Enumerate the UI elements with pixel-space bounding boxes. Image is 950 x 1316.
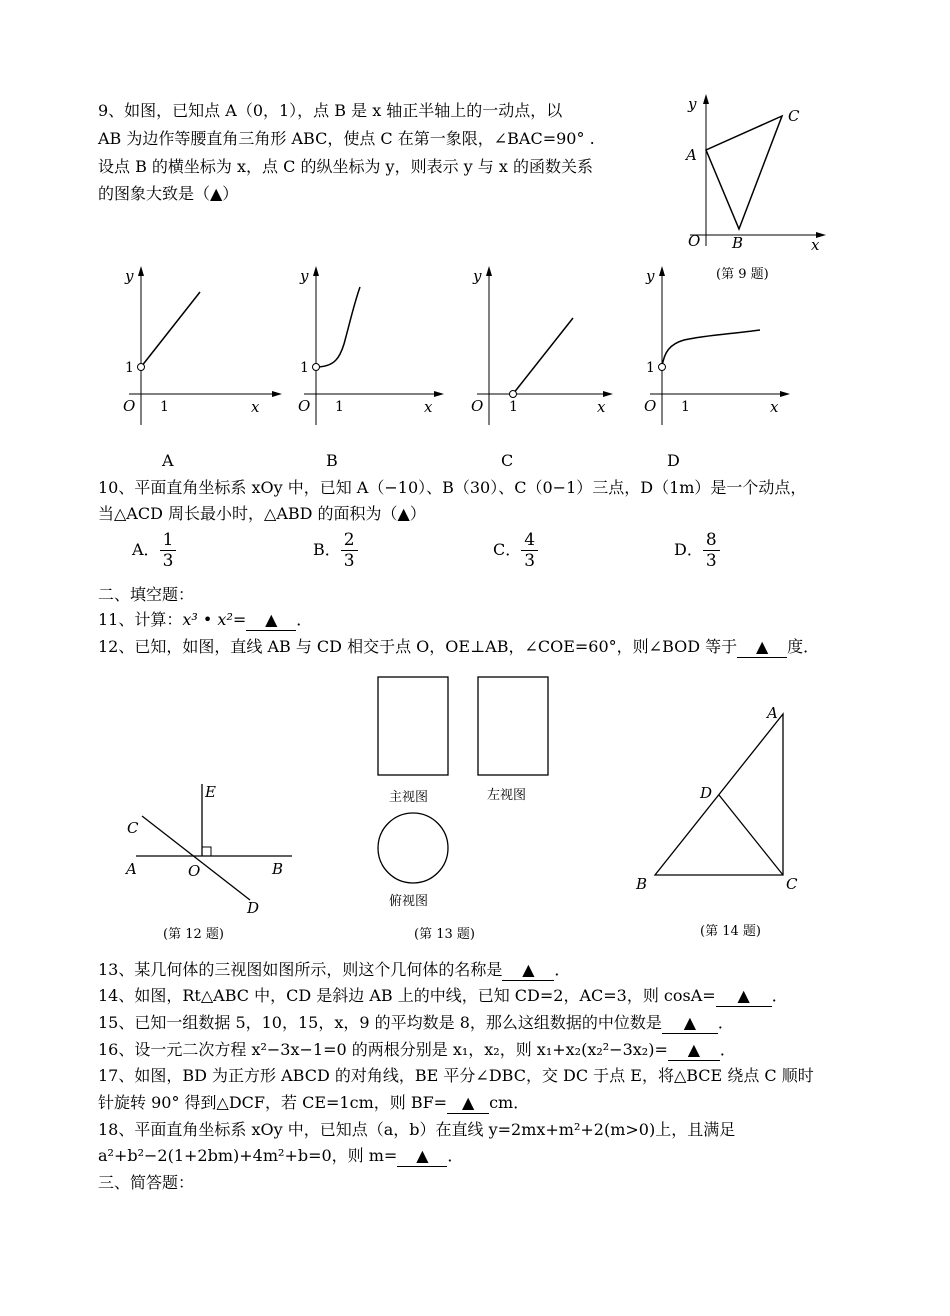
q18-line2: a²+b²−2(1+2bm)+4m²+b=0，则 m= ▲ ． (98, 1146, 464, 1165)
q9-line3: 设点 B 的横坐标为 x，点 C 的纵坐标为 y，则表示 y 与 x 的函数关系 (98, 157, 593, 176)
q14: 14、如图，Rt△ABC 中，CD 是斜边 AB 上的中线，已知 CD=2，AC=3，则 cosA= ▲ ． (98, 986, 788, 1005)
q12-figure (120, 780, 320, 920)
svg-text:A: A (126, 860, 137, 878)
svg-text:1: 1 (681, 399, 690, 415)
svg-text:O: O (644, 397, 657, 415)
svg-text:O: O (298, 397, 311, 415)
q9-option-a: A (162, 451, 174, 470)
q9-graph-d (636, 262, 816, 432)
q9-option-d: D (667, 451, 680, 470)
q9-line4: 的图象大致是（▲） (98, 184, 239, 203)
q9-fig-C: C (788, 107, 800, 125)
svg-text:C: C (786, 875, 798, 893)
q13: 13、某几何体的三视图如图所示，则这个几何体的名称是 ▲ ． (98, 960, 571, 979)
q13-top-view (373, 808, 453, 888)
q9-fig-y: y (688, 95, 697, 113)
q11-blank: ▲ (246, 610, 296, 631)
q14-blank: ▲ (716, 986, 772, 1007)
q12-caption: (第 12 题) (163, 927, 224, 942)
q9-option-b: B (326, 451, 338, 470)
q9-fig-O: O (688, 232, 701, 250)
svg-text:E: E (205, 783, 216, 801)
svg-text:y: y (300, 267, 309, 285)
svg-text:B: B (272, 860, 284, 878)
q13-top-view-label: 俯视图 (389, 894, 429, 909)
q10-option-a: A． $\frac{1}{3}$ (132, 530, 176, 571)
svg-text:D: D (700, 784, 713, 802)
svg-text:1: 1 (646, 360, 655, 376)
q9-line2: AB 为边作等腰直角三角形 ABC，使点 C 在第一象限，∠BAC=90° . (98, 129, 595, 148)
q9-option-c: C (501, 451, 514, 470)
q12: 12、已知，如图，直线 AB 与 CD 相交于点 O，OE⊥AB，∠COE=60°，则∠BOD 等于 ▲ 度． (98, 637, 820, 656)
svg-text:D: D (247, 899, 260, 917)
q9-line1: 9、如图，已知点 A（0，1），点 B 是 x 轴正半轴上的一动点，以 (98, 101, 563, 120)
q15-blank: ▲ (662, 1013, 718, 1034)
svg-text:1: 1 (125, 360, 134, 376)
q18-blank: ▲ (397, 1146, 447, 1167)
svg-text:y: y (125, 267, 134, 285)
svg-text:A: A (767, 704, 778, 722)
q17-line2: 针旋转 90° 得到△DCF，若 CE=1cm，则 BF= ▲ cm． (98, 1093, 530, 1112)
q13-caption: (第 13 题) (414, 927, 475, 942)
svg-text:x: x (597, 398, 606, 416)
svg-text:O: O (471, 397, 484, 415)
svg-text:1: 1 (335, 399, 344, 415)
q9-graph-c (463, 262, 633, 432)
q11: 11、计算：x³ • x²= ▲ ． (98, 610, 313, 629)
svg-text:O: O (188, 862, 201, 880)
q9-caption: (第 9 题) (716, 267, 769, 282)
svg-text:1: 1 (509, 399, 518, 415)
q17-line1: 17、如图，BD 为正方形 ABCD 的对角线，BE 平分∠DBC，交 DC 于点 E，将△BCE 绕点 C 顺时 (98, 1066, 814, 1085)
q9-graph-a (115, 262, 285, 432)
svg-text:x: x (770, 398, 779, 416)
q13-left-view-label: 左视图 (487, 788, 527, 803)
svg-text:y: y (473, 267, 482, 285)
q9-figure (670, 92, 830, 282)
q14-caption: (第 14 题) (700, 924, 761, 939)
svg-text:C: C (127, 819, 139, 837)
svg-text:x: x (424, 398, 433, 416)
section3-heading: 三、简答题： (98, 1173, 195, 1192)
q10-option-b: B． $\frac{2}{3}$ (313, 530, 358, 571)
q9-fig-x: x (811, 236, 820, 254)
q13-blank: ▲ (502, 960, 554, 981)
svg-text:x: x (251, 398, 260, 416)
svg-text:1: 1 (300, 360, 309, 376)
svg-text:O: O (123, 397, 136, 415)
q17-blank: ▲ (447, 1093, 489, 1114)
q10-line1: 10、平面直角坐标系 xOy 中，已知 A（−10）、B（30）、C（0−1）三点，D（1m）是一个动点， (98, 478, 807, 497)
q16-blank: ▲ (668, 1040, 720, 1061)
section2-heading: 二、填空题： (98, 585, 195, 604)
q10-line2: 当△ACD 周长最小时，△ABD 的面积为（▲） (98, 504, 426, 523)
q16: 16、设一元二次方程 x²−3x−1=0 的两根分别是 x₁，x₂，则 x₁+x₂(x₂²−3x₂)= ▲ ． (98, 1040, 736, 1059)
q12-blank: ▲ (737, 637, 787, 658)
q14-figure (630, 700, 810, 900)
q15: 15、已知一组数据 5，10，15，x，9 的平均数是 8，那么这组数据的中位数是 ▲ ． (98, 1013, 734, 1032)
svg-text:B: B (636, 875, 648, 893)
q10-option-c: C． $\frac{4}{3}$ (493, 530, 538, 571)
q18-line1: 18、平面直角坐标系 xOy 中，已知点（a，b）在直线 y=2mx+m²+2(m>0)上，且满足 (98, 1120, 736, 1139)
svg-text:1: 1 (160, 399, 169, 415)
q13-front-view-label: 主视图 (389, 790, 429, 805)
q9-fig-B: B (732, 234, 744, 252)
svg-text:y: y (646, 267, 655, 285)
q9-fig-A: A (686, 146, 697, 164)
q9-graph-b (290, 262, 460, 432)
q10-option-d: D． $\frac{8}{3}$ (674, 530, 720, 571)
